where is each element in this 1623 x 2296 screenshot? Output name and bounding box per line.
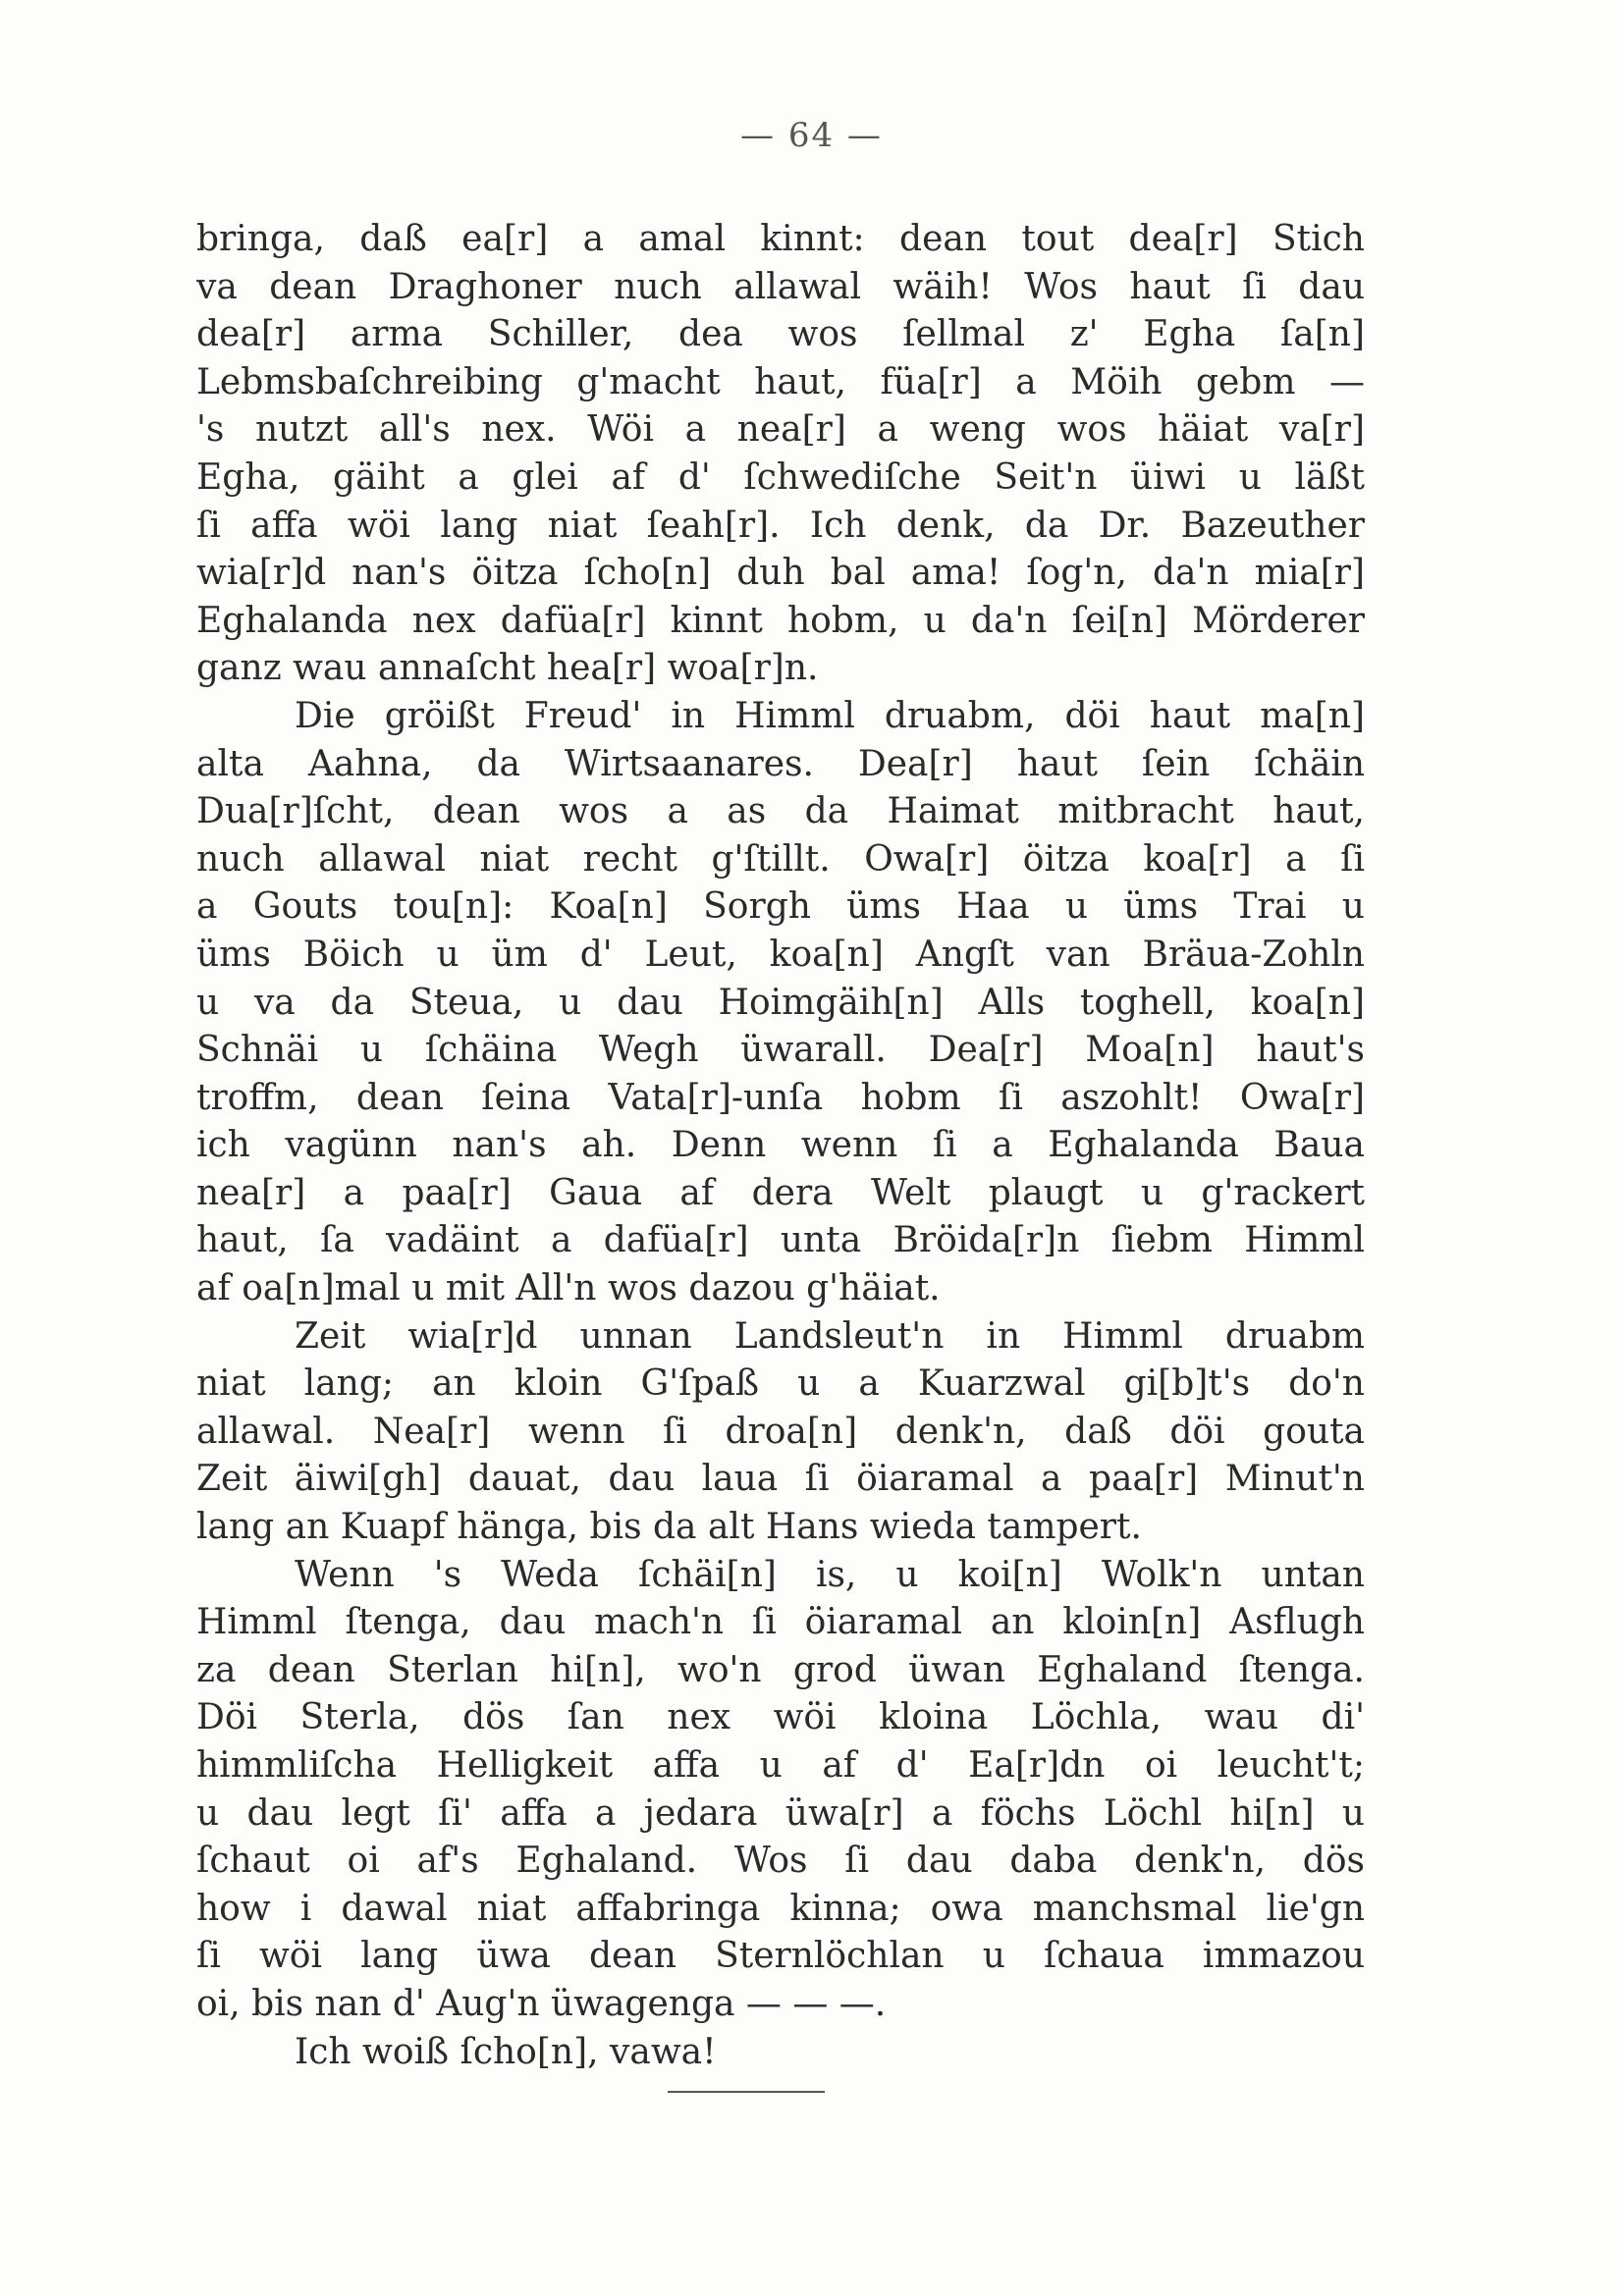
text-line: Döi Sterla, dös ſan nex wöi kloina Löchla, wau di' bbox=[196, 1697, 1365, 1738]
text-line: Schnäi u ſchäina Wegh üwarall. Dea[r] Moa[n] haut's bbox=[196, 1030, 1365, 1071]
text-line: Wenn 's Weda ſchäi[n] is, u koi[n] Wolk'n untan bbox=[295, 1554, 1365, 1595]
text-line: u dau legt ſi' affa a jedara üwa[r] a föchs Löchl hi[n] u bbox=[196, 1792, 1365, 1834]
text-line: Zeit äiwi[gh] dauat, dau laua ſi öiaramal a paa[r] Minut'n bbox=[196, 1459, 1365, 1500]
text-line: ſchaut oi af's Eghaland. Wos ſi dau daba denk'n, dös bbox=[196, 1841, 1365, 1882]
text-line: how i dawal niat affabringa kinna; owa manchsmal lie'gn bbox=[196, 1888, 1365, 1929]
paragraph bbox=[196, 693, 1365, 1313]
text-line: troffm, dean ſeina Vata[r]-unſa hobm ſi aszohlt! Owa[r] bbox=[196, 1077, 1365, 1118]
text-line: lang an Kuapf hänga, bis da alt Hans wieda tampert. bbox=[196, 1507, 1142, 1548]
paragraph bbox=[196, 216, 1365, 693]
text-line: za dean Sterlan hi[n], wo'n grod üwan Eghaland ſtenga. bbox=[196, 1649, 1365, 1690]
text-line: Himml ſtenga, dau mach'n ſi öiaramal an kloin[n] Asflugh bbox=[196, 1602, 1365, 1643]
page-number: — 64 — bbox=[740, 116, 883, 155]
text-line: nea[r] a paa[r] Gaua af dera Welt plaugt u g'rackert bbox=[196, 1172, 1365, 1213]
text-line: bringa, daß ea[r] a amal kinnt: dean tout dea[r] Stich bbox=[196, 219, 1365, 259]
text-line: oi, bis nan d' Aug'n üwagenga — — —. bbox=[196, 1983, 887, 2024]
text-line: 's nutzt all's nex. Wöi a nea[r] a weng wos häiat va[r] bbox=[196, 409, 1365, 451]
text-line: ſi affa wöi lang niat ſeah[r]. Ich denk, da Dr. Bazeuther bbox=[196, 505, 1365, 546]
text-line: haut, ſa vadäint a dafüa[r] unta Bröida[r]n ſiebm Himml bbox=[196, 1220, 1365, 1261]
text-line: nuch allawal niat recht g'ſtillt. Owa[r] öitza koa[r] a ſi bbox=[196, 838, 1365, 880]
text-line: himmliſcha Helligkeit affa u af d' Ea[r]dn oi leucht't; bbox=[196, 1745, 1365, 1786]
text-line: af oa[n]mal u mit All'n wos dazou g'häiat. bbox=[196, 1268, 941, 1309]
text-line: dea[r] arma Schiller, dea wos ſellmal z' Egha ſa[n] bbox=[196, 314, 1365, 355]
text-line: Egha, gäiht a glei af d' ſchwediſche Seit'n üiwi u läßt bbox=[196, 456, 1365, 498]
text-line: Die gröißt Freud' in Himml druabm, döi haut ma[n] bbox=[295, 695, 1365, 736]
text-line: ſi wöi lang üwa dean Sternlöchlan u ſchaua immazou bbox=[196, 1936, 1365, 1977]
text-line: ich vagünn nan's ah. Denn wenn ſi a Eghalanda Baua bbox=[196, 1125, 1365, 1166]
text-line: Lebmsbaſchreibing g'macht haut, füa[r] a Möih gebm — bbox=[196, 361, 1365, 402]
text-line: Dua[r]ſcht, dean wos a as da Haimat mitbracht haut, bbox=[196, 791, 1365, 832]
text-line: allawal. Nea[r] wenn ſi droa[n] denk'n, daß döi gouta bbox=[196, 1411, 1365, 1452]
text-line: Ich woiß ſcho[n], vawa! bbox=[295, 2031, 717, 2072]
body-text bbox=[196, 216, 1365, 2076]
text-line: wia[r]d nan's öitza ſcho[n] duh bal ama! ſog'n, da'n mia[r] bbox=[196, 553, 1365, 594]
text-line: üms Böich u üm d' Leut, koa[n] Angſt van Bräua-Zohln bbox=[196, 934, 1365, 975]
text-line: va dean Draghoner nuch allawal wäih! Wos haut ſi dau bbox=[196, 266, 1365, 307]
text-line: ganz wau annaſcht hea[r] woa[r]n. bbox=[196, 648, 819, 689]
text-line: u va da Steua, u dau Hoimgäih[n] Alls toghell, koa[n] bbox=[196, 982, 1365, 1023]
text-line: alta Aahna, da Wirtsaanares. Dea[r] haut ſein ſchäin bbox=[196, 743, 1365, 784]
paragraph bbox=[196, 2029, 1365, 2077]
text-line: niat lang; an kloin G'ſpaß u a Kuarzwal gi[b]t's do'n bbox=[196, 1363, 1365, 1405]
paragraph bbox=[196, 1552, 1365, 2029]
text-line: a Gouts tou[n]: Koa[n] Sorgh üms Haa u üms Trai u bbox=[196, 886, 1365, 928]
text-line: Zeit wia[r]d unnan Landsleut'n in Himml druabm bbox=[295, 1315, 1365, 1357]
text-line: Eghalanda nex dafüa[r] kinnt hobm, u da'n ſei[n] Mörderer bbox=[196, 600, 1365, 641]
paragraph bbox=[196, 1313, 1365, 1552]
end-rule bbox=[668, 2091, 825, 2093]
